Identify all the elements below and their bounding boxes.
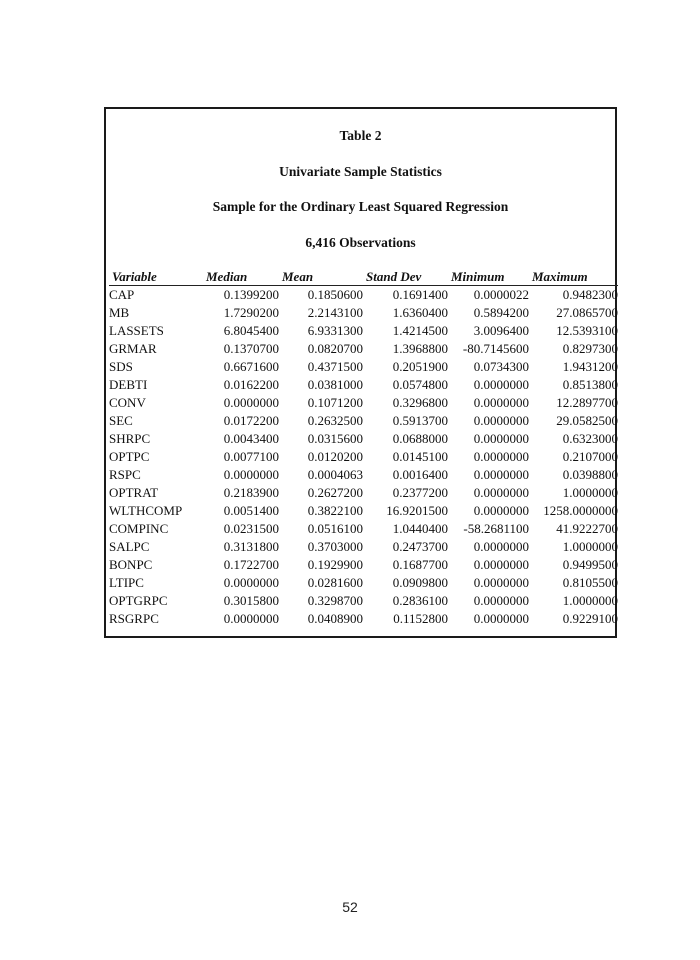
mean-cell: 0.1071200: [307, 395, 363, 410]
variable-cell: BONPC: [109, 557, 153, 572]
column-header-minimum: Minimum: [448, 269, 529, 286]
median-cell: 0.0000000: [223, 395, 279, 410]
table-row: [109, 466, 618, 484]
mean-cell: 0.0820700: [307, 341, 363, 356]
table-sample-description: Sample for the Ordinary Least Squared Regression: [212, 199, 509, 214]
mean-cell: 0.0381000: [307, 377, 363, 392]
variable-cell: CAP: [109, 287, 135, 302]
stand-dev-cell: 0.2473700: [392, 539, 448, 554]
mean-cell: 0.0004063: [307, 467, 363, 482]
maximum-cell: 29.0582500: [556, 413, 618, 428]
mean-cell: 0.0516100: [307, 521, 363, 536]
variable-cell: SEC: [109, 413, 133, 428]
variable-cell: OPTPC: [109, 449, 150, 464]
minimum-cell: 3.0096400: [473, 323, 529, 338]
maximum-cell: 0.6323000: [562, 431, 618, 446]
mean-cell: 0.1929900: [307, 557, 363, 572]
table-row: [109, 358, 618, 376]
variable-cell: OPTGRPC: [109, 593, 168, 608]
maximum-cell: 1.0000000: [562, 593, 618, 608]
table-row: [109, 430, 618, 448]
mean-cell: 0.3298700: [307, 593, 363, 608]
table-row: [109, 286, 618, 305]
stand-dev-cell: 1.3968800: [392, 341, 448, 356]
stand-dev-cell: 1.4214500: [392, 323, 448, 338]
column-header-mean: Mean: [279, 269, 363, 286]
median-cell: 6.8045400: [223, 323, 279, 338]
maximum-cell: 0.9499500: [562, 557, 618, 572]
median-cell: 0.3131800: [223, 539, 279, 554]
page-number: 52: [342, 899, 358, 915]
column-header-variable: Variable: [109, 269, 203, 286]
stand-dev-cell: 0.0145100: [392, 449, 448, 464]
minimum-cell: 0.0000000: [473, 377, 529, 392]
maximum-cell: 12.5393100: [556, 323, 618, 338]
statistics-table: [109, 269, 618, 628]
minimum-cell: 0.0000000: [473, 431, 529, 446]
maximum-cell: 1.0000000: [562, 485, 618, 500]
mean-cell: 0.1850600: [307, 287, 363, 302]
variable-cell: WLTHCOMP: [109, 503, 183, 518]
minimum-cell: 0.0000000: [473, 503, 529, 518]
table-row: [109, 556, 618, 574]
mean-cell: 0.0281600: [307, 575, 363, 590]
minimum-cell: 0.0000000: [473, 539, 529, 554]
median-cell: 0.6671600: [223, 359, 279, 374]
median-cell: 0.3015800: [223, 593, 279, 608]
variable-cell: OPTRAT: [109, 485, 159, 500]
variable-cell: SDS: [109, 359, 133, 374]
stand-dev-cell: 1.0440400: [392, 521, 448, 536]
table-row: [109, 448, 618, 466]
median-cell: 0.0172200: [223, 413, 279, 428]
stand-dev-cell: 0.1687700: [392, 557, 448, 572]
stand-dev-cell: 0.3296800: [392, 395, 448, 410]
table-row: [109, 412, 618, 430]
median-cell: 0.0077100: [223, 449, 279, 464]
minimum-cell: 0.0000000: [473, 557, 529, 572]
median-cell: 0.0000000: [223, 467, 279, 482]
variable-cell: GRMAR: [109, 341, 157, 356]
mean-cell: 0.3822100: [307, 503, 363, 518]
stand-dev-cell: 0.2377200: [392, 485, 448, 500]
variable-cell: DEBTI: [109, 377, 148, 392]
stand-dev-cell: 16.9201500: [386, 503, 448, 518]
table-frame: [104, 107, 617, 638]
table-header-row: [109, 269, 618, 286]
table-row: [109, 322, 618, 340]
variable-cell: SHRPC: [109, 431, 151, 446]
median-cell: 1.7290200: [223, 305, 279, 320]
maximum-cell: 41.9222700: [556, 521, 618, 536]
table-row: [109, 592, 618, 610]
variable-cell: RSGRPC: [109, 611, 159, 626]
stand-dev-cell: 0.1152800: [393, 611, 448, 626]
stand-dev-cell: 0.5913700: [392, 413, 448, 428]
stand-dev-cell: 0.0016400: [392, 467, 448, 482]
median-cell: 0.0000000: [223, 611, 279, 626]
table-title: Table 2: [339, 128, 382, 143]
table-body: [109, 286, 618, 629]
maximum-cell: 0.9229100: [562, 611, 618, 626]
table-row: [109, 304, 618, 322]
stand-dev-cell: 0.0909800: [392, 575, 448, 590]
mean-cell: 0.0408900: [307, 611, 363, 626]
median-cell: 0.1722700: [223, 557, 279, 572]
median-cell: 0.1370700: [223, 341, 279, 356]
table-row: [109, 502, 618, 520]
stand-dev-cell: 0.1691400: [392, 287, 448, 302]
mean-cell: 6.9331300: [307, 323, 363, 338]
maximum-cell: 1.9431200: [562, 359, 618, 374]
table-row: [109, 610, 618, 628]
mean-cell: 0.3703000: [307, 539, 363, 554]
table-observations: 6,416 Observations: [305, 235, 416, 250]
variable-cell: MB: [109, 305, 130, 320]
stand-dev-cell: 0.2051900: [392, 359, 448, 374]
table-row: [109, 484, 618, 502]
maximum-cell: 12.2897700: [556, 395, 618, 410]
median-cell: 0.0043400: [223, 431, 279, 446]
maximum-cell: 1258.0000000: [543, 503, 618, 518]
variable-cell: COMPINC: [109, 521, 169, 536]
median-cell: 0.0000000: [223, 575, 279, 590]
maximum-cell: 0.8105500: [562, 575, 618, 590]
stand-dev-cell: 0.2836100: [392, 593, 448, 608]
mean-cell: 0.0120200: [307, 449, 363, 464]
stand-dev-cell: 0.0688000: [392, 431, 448, 446]
median-cell: 0.2183900: [223, 485, 279, 500]
maximum-cell: 0.2107000: [562, 449, 618, 464]
table-row: [109, 376, 618, 394]
median-cell: 0.1399200: [223, 287, 279, 302]
variable-cell: CONV: [109, 395, 146, 410]
maximum-cell: 0.0398800: [562, 467, 618, 482]
table-row: [109, 520, 618, 538]
minimum-cell: 0.0000000: [473, 467, 529, 482]
mean-cell: 2.2143100: [307, 305, 363, 320]
maximum-cell: 0.8513800: [562, 377, 618, 392]
minimum-cell: 0.0000000: [473, 449, 529, 464]
variable-cell: LASSETS: [109, 323, 164, 338]
mean-cell: 0.0315600: [307, 431, 363, 446]
table-row: [109, 574, 618, 592]
minimum-cell: 0.0000000: [473, 485, 529, 500]
minimum-cell: 0.0000000: [473, 575, 529, 590]
mean-cell: 0.2632500: [307, 413, 363, 428]
median-cell: 0.0231500: [223, 521, 279, 536]
minimum-cell: 0.5894200: [473, 305, 529, 320]
mean-cell: 0.2627200: [307, 485, 363, 500]
column-header-stand-dev: Stand Dev: [363, 269, 448, 286]
column-header-median: Median: [203, 269, 279, 286]
median-cell: 0.0051400: [223, 503, 279, 518]
median-cell: 0.0162200: [223, 377, 279, 392]
column-header-maximum: Maximum: [529, 269, 618, 286]
maximum-cell: 1.0000000: [562, 539, 618, 554]
minimum-cell: 0.0000000: [473, 593, 529, 608]
minimum-cell: 0.0000000: [473, 395, 529, 410]
minimum-cell: 0.0000000: [473, 413, 529, 428]
variable-cell: SALPC: [109, 539, 150, 554]
maximum-cell: 0.8297300: [562, 341, 618, 356]
stand-dev-cell: 1.6360400: [392, 305, 448, 320]
minimum-cell: 0.0000000: [473, 611, 529, 626]
table-row: [109, 394, 618, 412]
minimum-cell: 0.0734300: [473, 359, 529, 374]
minimum-cell: 0.0000022: [473, 287, 529, 302]
maximum-cell: 27.0865700: [556, 305, 618, 320]
minimum-cell: -80.7145600: [462, 341, 529, 356]
table-subtitle: Univariate Sample Statistics: [279, 164, 442, 179]
table-row: [109, 538, 618, 556]
minimum-cell: -58.2681100: [463, 521, 529, 536]
stand-dev-cell: 0.0574800: [392, 377, 448, 392]
table-row: [109, 340, 618, 358]
variable-cell: LTIPC: [109, 575, 144, 590]
variable-cell: RSPC: [109, 467, 141, 482]
mean-cell: 0.4371500: [307, 359, 363, 374]
maximum-cell: 0.9482300: [562, 287, 618, 302]
